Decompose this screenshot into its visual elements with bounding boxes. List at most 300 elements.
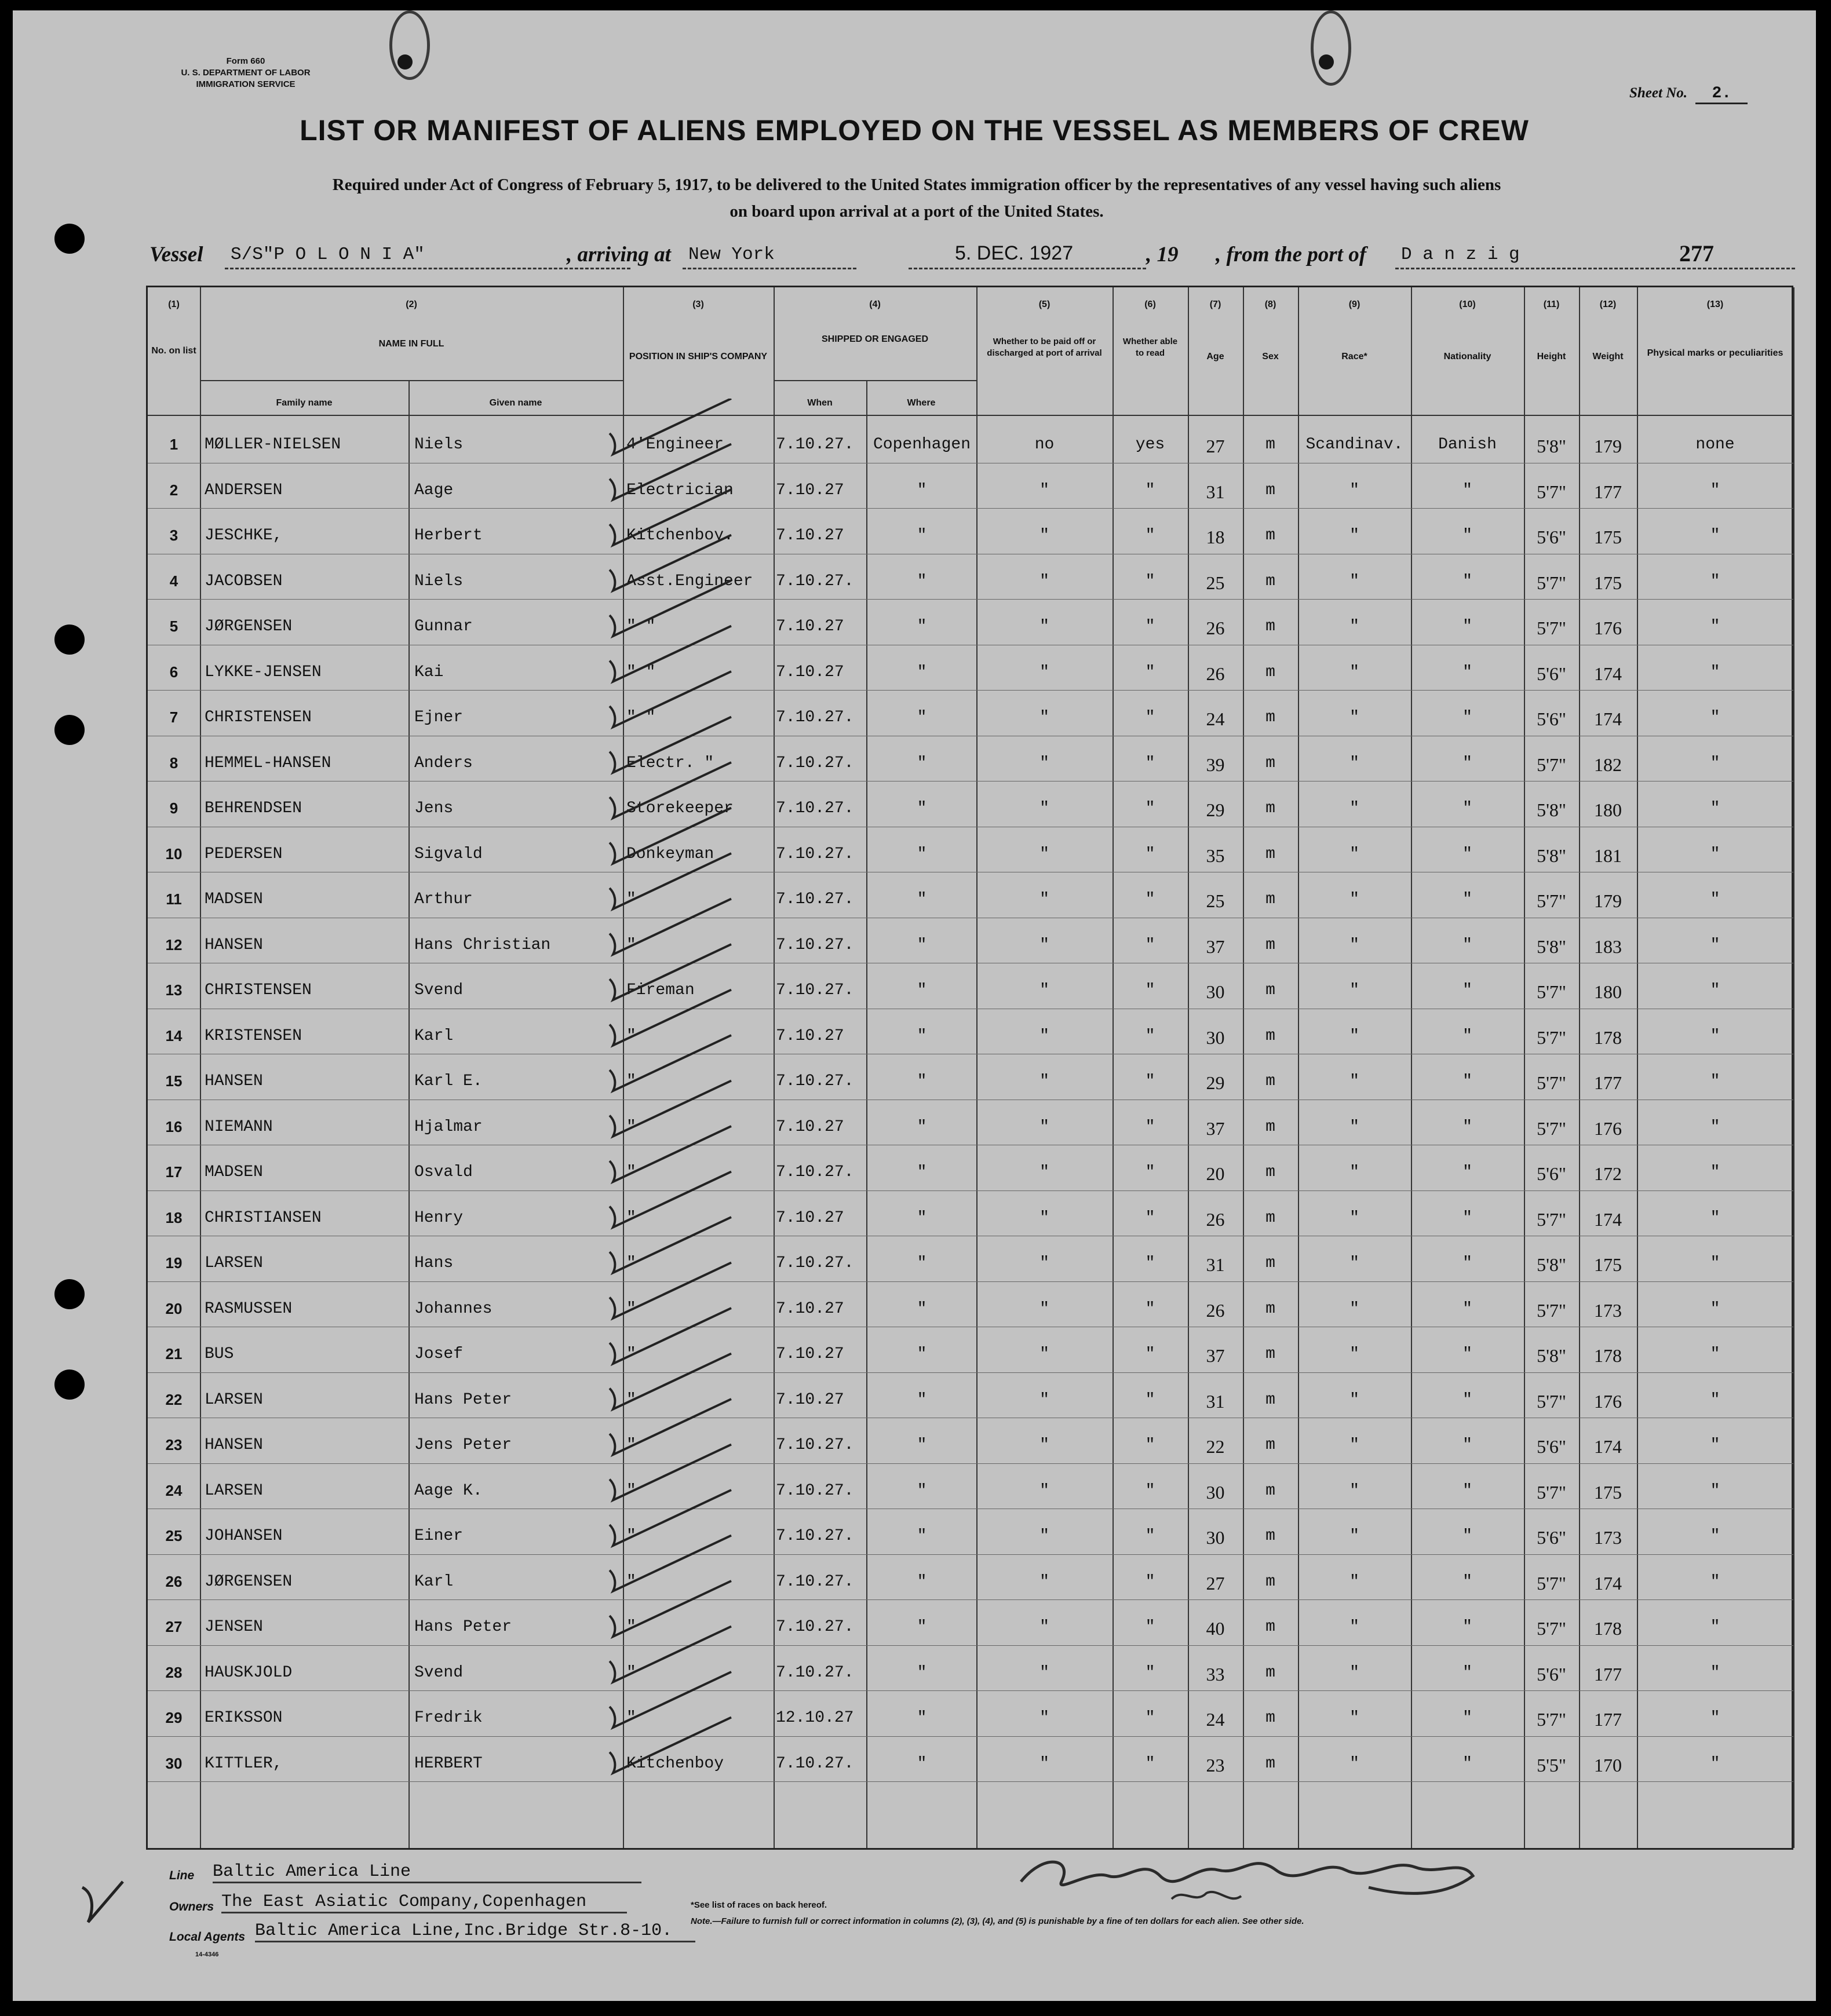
cell-where: " [917, 754, 927, 772]
column-number: (12) [1599, 300, 1617, 309]
cell-race: " [1349, 481, 1359, 499]
cell-nat: " [1462, 1754, 1472, 1773]
cell-when: 7.10.27. [776, 981, 854, 999]
cell-nat: " [1462, 1663, 1472, 1682]
cell-race: " [1349, 708, 1359, 726]
cell-no: 14 [165, 1027, 183, 1044]
department-name: U. S. DEPARTMENT OF LABOR [181, 68, 311, 78]
cell-where: " [917, 618, 927, 636]
cell-sex: m [1265, 481, 1275, 499]
column-divider [1113, 287, 1114, 1848]
cell-weight: 175 [1594, 527, 1622, 547]
cell-paid: " [1039, 890, 1049, 908]
cell-nat: " [1462, 754, 1472, 772]
cell-marks: " [1710, 1345, 1720, 1363]
cell-no: 28 [165, 1663, 183, 1681]
cell-family: HANSEN [205, 936, 263, 954]
cell-position: " " [626, 663, 656, 681]
cell-given: Kai [414, 663, 444, 681]
cell-where: " [917, 799, 927, 817]
cell-sex: m [1265, 1527, 1275, 1545]
cell-given: Hans Peter [414, 1618, 512, 1636]
cell-given: Ejner [414, 708, 464, 726]
cell-race: " [1349, 936, 1359, 954]
cell-height: 5'5" [1537, 1754, 1566, 1776]
line-value: Baltic America Line [213, 1862, 641, 1883]
cell-nat: " [1462, 527, 1472, 545]
cell-race: " [1349, 754, 1359, 772]
cell-height: 5'8" [1537, 436, 1566, 456]
cell-race: " [1349, 527, 1359, 545]
cell-sex: m [1265, 1618, 1275, 1636]
check-mark [610, 717, 731, 773]
cell-family: HEMMEL-HANSEN [205, 754, 331, 772]
cell-where: " [917, 845, 927, 863]
cell-no: 12 [165, 936, 183, 954]
cell-when: 7.10.27. [776, 708, 854, 726]
cell-family: LARSEN [205, 1254, 263, 1272]
cell-read: " [1145, 936, 1155, 954]
cell-no: 1 [169, 436, 178, 453]
cell-nat: " [1462, 981, 1472, 999]
check-mark [610, 1081, 731, 1137]
cell-when: 7.10.27 [776, 1027, 844, 1045]
cell-given: Osvald [414, 1163, 473, 1181]
cell-given: Aage K. [414, 1481, 483, 1500]
margin-check-mark [71, 1870, 140, 1934]
cell-where: " [917, 1663, 927, 1682]
cell-height: 5'7" [1537, 890, 1566, 911]
cell-sex: m [1265, 527, 1275, 545]
cell-race: " [1349, 1027, 1359, 1045]
cell-marks: " [1710, 1117, 1720, 1136]
column-header-able-to-read: Whether able to read [1122, 337, 1178, 358]
column-header-nationality: Nationality [1443, 352, 1491, 361]
cell-height: 5'7" [1537, 1618, 1566, 1639]
cell-paid: " [1039, 981, 1049, 999]
cell-when: 7.10.27. [776, 1754, 854, 1773]
cell-nat: " [1462, 618, 1472, 636]
cell-marks: " [1710, 1709, 1720, 1727]
cell-marks: " [1710, 527, 1720, 545]
column-header-position: POSITION IN SHIP'S COMPANY [629, 352, 768, 361]
cell-no: 19 [165, 1254, 183, 1272]
check-mark [610, 490, 731, 545]
row-divider [148, 690, 1793, 691]
arrival-date-stamp: 5. DEC. 1927 [955, 242, 1074, 264]
cell-weight: 174 [1594, 663, 1622, 684]
check-mark [610, 626, 731, 682]
header-subdivider [200, 380, 623, 381]
cell-position: Donkeyman [626, 845, 714, 863]
cell-age: 24 [1206, 1709, 1225, 1730]
cell-paid: " [1039, 618, 1049, 636]
check-mark [610, 1581, 731, 1637]
cell-weight: 178 [1594, 1027, 1622, 1048]
cell-paid: " [1039, 708, 1049, 726]
cell-age: 30 [1206, 1527, 1225, 1548]
cell-read: " [1145, 845, 1155, 863]
column-header-paid-off: Whether to be paid off or discharged at port of arrival [987, 337, 1102, 358]
column-divider [200, 287, 201, 1848]
cell-where: " [917, 1618, 927, 1636]
cell-position: " [626, 1572, 636, 1591]
cell-family: JENSEN [205, 1618, 263, 1636]
cell-where: " [917, 1163, 927, 1181]
punch-hole [54, 715, 85, 745]
cell-no: 15 [165, 1072, 183, 1090]
cell-when: 7.10.27. [776, 799, 854, 817]
column-header-no: No. on list [151, 346, 196, 356]
cell-nat: " [1462, 890, 1472, 908]
cell-age: 37 [1206, 1117, 1225, 1139]
cell-position: Electr. " [626, 754, 714, 772]
cell-sex: m [1265, 799, 1275, 817]
cell-no: 26 [165, 1572, 183, 1590]
cell-when: 7.10.27. [776, 1572, 854, 1591]
penalty-note: Note.—Failure to furnish full or correct information in columns (2), (3), (4), and (5) is punishable by a fine of ten dollars for each alien. See other side. [691, 1916, 1304, 1926]
cell-race: " [1349, 1208, 1359, 1227]
cell-family: MØLLER-NIELSEN [205, 436, 341, 454]
column-header-when: When [807, 398, 833, 408]
cell-weight: 181 [1594, 845, 1622, 866]
cell-race: " [1349, 1163, 1359, 1181]
cell-when: 7.10.27 [776, 481, 844, 499]
form-number: Form 660 [226, 56, 265, 66]
punch-hole [54, 624, 85, 655]
cell-given: Einer [414, 1527, 464, 1545]
cell-when: 7.10.27. [776, 845, 854, 863]
cell-read: " [1145, 1436, 1155, 1454]
cell-no: 23 [165, 1436, 183, 1453]
check-mark [610, 444, 731, 500]
cell-sex: m [1265, 663, 1275, 681]
binding-string [389, 10, 430, 80]
cell-marks: " [1710, 663, 1720, 681]
column-number: (3) [692, 300, 704, 309]
cell-race: " [1349, 1072, 1359, 1090]
cell-nat: Danish [1438, 436, 1497, 454]
cell-height: 5'8" [1537, 799, 1566, 820]
from-port-label: , from the port of [1216, 243, 1367, 266]
column-number: (2) [406, 300, 417, 309]
cell-nat: " [1462, 1254, 1472, 1272]
cell-given: Hans [414, 1254, 454, 1272]
cell-where: " [917, 1481, 927, 1500]
row-divider [148, 1281, 1793, 1282]
cell-height: 5'6" [1537, 663, 1566, 684]
cell-given: Niels [414, 436, 464, 454]
cell-paid: " [1039, 754, 1049, 772]
cell-nat: " [1462, 481, 1472, 499]
check-mark [610, 853, 731, 909]
cell-given: Karl [414, 1572, 454, 1591]
cell-where: Copenhagen [873, 436, 971, 454]
cell-given: Henry [414, 1208, 464, 1227]
cell-when: 12.10.27 [776, 1709, 854, 1727]
cell-paid: no [1034, 436, 1055, 454]
column-number: (9) [1348, 300, 1361, 309]
column-header-shipped: SHIPPED OR ENGAGED [821, 334, 929, 344]
cell-position: Storekeeper [626, 799, 734, 817]
cell-marks: " [1710, 799, 1720, 817]
check-mark [610, 1217, 731, 1273]
cell-family: JØRGENSEN [205, 618, 293, 636]
cell-height: 5'6" [1537, 1527, 1566, 1548]
cell-family: KITTLER, [205, 1754, 283, 1773]
column-divider [866, 380, 867, 1848]
cell-age: 31 [1206, 481, 1225, 502]
cell-height: 5'7" [1537, 754, 1566, 775]
cell-weight: 180 [1594, 799, 1622, 820]
cell-nat: " [1462, 708, 1472, 726]
cell-read: " [1145, 1572, 1155, 1591]
cell-when: 7.10.27. [776, 1663, 854, 1682]
row-divider [148, 1190, 1793, 1191]
cell-nat: " [1462, 1390, 1472, 1409]
cell-marks: " [1710, 845, 1720, 863]
cell-where: " [917, 890, 927, 908]
cell-race: " [1349, 1709, 1359, 1727]
cell-no: 25 [165, 1527, 183, 1544]
cell-where: " [917, 1390, 927, 1409]
cell-paid: " [1039, 1618, 1049, 1636]
date-underline [909, 268, 1146, 269]
form-identifier [153, 56, 338, 90]
cell-family: MADSEN [205, 1163, 263, 1181]
cell-read: " [1145, 1709, 1155, 1727]
cell-weight: 174 [1594, 1208, 1622, 1230]
cell-sex: m [1265, 845, 1275, 863]
cell-family: JACOBSEN [205, 572, 283, 590]
cell-sex: m [1265, 1208, 1275, 1227]
cell-height: 5'7" [1537, 1208, 1566, 1230]
cell-where: " [917, 1436, 927, 1454]
manifest-sheet [13, 10, 1816, 2001]
cell-age: 30 [1206, 1027, 1225, 1048]
cell-height: 5'8" [1537, 936, 1566, 957]
cell-position: " [626, 1527, 636, 1545]
cell-height: 5'6" [1537, 1436, 1566, 1457]
vessel-name-underline [225, 268, 630, 269]
cell-family: ERIKSSON [205, 1709, 283, 1727]
cell-given: Hjalmar [414, 1117, 483, 1136]
cell-sex: m [1265, 1572, 1275, 1591]
column-divider [408, 380, 410, 1848]
cell-nat: " [1462, 1208, 1472, 1227]
cell-marks: none [1695, 436, 1735, 454]
cell-height: 5'6" [1537, 527, 1566, 547]
header-subdivider [774, 380, 976, 381]
check-mark [610, 1399, 731, 1455]
cell-position: " [626, 1163, 636, 1181]
cell-age: 39 [1206, 754, 1225, 775]
column-divider [1579, 287, 1580, 1848]
cell-given: Niels [414, 572, 464, 590]
cell-when: 7.10.27 [776, 618, 844, 636]
cell-weight: 178 [1594, 1345, 1622, 1366]
cell-paid: " [1039, 1663, 1049, 1682]
cell-read: " [1145, 1208, 1155, 1227]
page-title: LIST OR MANIFEST OF ALIENS EMPLOYED ON THE VESSEL AS MEMBERS OF CREW [300, 114, 1529, 147]
cell-no: 22 [165, 1390, 183, 1408]
cell-given: Arthur [414, 890, 473, 908]
column-number: (6) [1144, 300, 1156, 309]
cell-position: " [626, 1208, 636, 1227]
cell-paid: " [1039, 1027, 1049, 1045]
cell-read: " [1145, 1663, 1155, 1682]
column-header-physical-marks: Physical marks or peculiarities [1647, 348, 1783, 358]
cell-given: Gunnar [414, 618, 473, 636]
cell-marks: " [1710, 481, 1720, 499]
cell-family: HANSEN [205, 1436, 263, 1454]
cell-race: " [1349, 1572, 1359, 1591]
cell-race: " [1349, 1299, 1359, 1318]
cell-position: " " [626, 708, 656, 726]
cell-age: 29 [1206, 1072, 1225, 1093]
cell-marks: " [1710, 890, 1720, 908]
cell-read: " [1145, 1481, 1155, 1500]
cell-where: " [917, 708, 927, 726]
cell-race: " [1349, 1117, 1359, 1136]
cell-weight: 177 [1594, 1709, 1622, 1730]
cell-marks: " [1710, 1527, 1720, 1545]
cell-position: Electrician [626, 481, 734, 499]
cell-paid: " [1039, 1436, 1049, 1454]
cell-height: 5'8" [1537, 1345, 1566, 1366]
cell-race: " [1349, 572, 1359, 590]
cell-family: ANDERSEN [205, 481, 283, 499]
cell-weight: 183 [1594, 936, 1622, 957]
cell-weight: 175 [1594, 1481, 1622, 1503]
column-divider [1793, 287, 1794, 1848]
cell-no: 11 [166, 890, 182, 908]
cell-paid: " [1039, 481, 1049, 499]
cell-height: 5'7" [1537, 1117, 1566, 1139]
cell-read: " [1145, 1163, 1155, 1181]
row-divider [148, 1372, 1793, 1373]
cell-no: 18 [165, 1208, 183, 1226]
year-label: , 19 [1146, 243, 1179, 266]
cell-age: 29 [1206, 799, 1225, 820]
cell-sex: m [1265, 708, 1275, 726]
cell-height: 5'6" [1537, 1663, 1566, 1685]
cell-age: 24 [1206, 708, 1225, 729]
cell-paid: " [1039, 527, 1049, 545]
cell-weight: 174 [1594, 1436, 1622, 1457]
cell-weight: 174 [1594, 1572, 1622, 1594]
cell-when: 7.10.27 [776, 1345, 844, 1363]
inspector-signature [1009, 1835, 1531, 1916]
cell-no: 3 [169, 527, 178, 544]
sheet-number-label: Sheet No. [1629, 85, 1687, 101]
column-header-height: Height [1537, 352, 1566, 361]
cell-race: " [1349, 1436, 1359, 1454]
cell-age: 25 [1206, 572, 1225, 593]
cell-race: " [1349, 845, 1359, 863]
cell-paid: " [1039, 1572, 1049, 1591]
cell-paid: " [1039, 799, 1049, 817]
cell-family: HANSEN [205, 1072, 263, 1090]
cell-age: 27 [1206, 1572, 1225, 1594]
column-number: (7) [1209, 300, 1221, 309]
cell-nat: " [1462, 663, 1472, 681]
check-mark [610, 944, 731, 1000]
column-divider [1524, 287, 1525, 1848]
cell-read: " [1145, 890, 1155, 908]
check-mark [610, 535, 731, 591]
check-mark [610, 1126, 731, 1182]
cell-family: CHRISTENSEN [205, 981, 312, 999]
cell-position: " [626, 1027, 636, 1045]
cell-read: " [1145, 708, 1155, 726]
cell-paid: " [1039, 1390, 1049, 1409]
form-code: 14-4346 [195, 1951, 219, 1958]
cell-position: " [626, 1618, 636, 1636]
cell-paid: " [1039, 1208, 1049, 1227]
row-divider [148, 508, 1793, 509]
check-mark [610, 1536, 731, 1591]
cell-when: 7.10.27 [776, 1208, 844, 1227]
cell-height: 5'7" [1537, 1299, 1566, 1321]
cell-given: Josef [414, 1345, 464, 1363]
cell-paid: " [1039, 845, 1049, 863]
cell-given: Sigvald [414, 845, 483, 863]
cell-marks: " [1710, 1299, 1720, 1318]
check-mark [610, 399, 731, 454]
cell-marks: " [1710, 936, 1720, 954]
check-mark [610, 1263, 731, 1319]
column-header-sex: Sex [1262, 352, 1279, 361]
cell-no: 10 [165, 845, 183, 863]
from-port-underline [1395, 268, 1795, 269]
cell-paid: " [1039, 1299, 1049, 1318]
cell-nat: " [1462, 1345, 1472, 1363]
cell-where: " [917, 1027, 927, 1045]
cell-marks: " [1710, 708, 1720, 726]
cell-nat: " [1462, 572, 1472, 590]
cell-age: 27 [1206, 436, 1225, 456]
cell-age: 26 [1206, 1299, 1225, 1321]
cell-where: " [917, 1299, 927, 1318]
cell-family: CHRISTIANSEN [205, 1208, 322, 1227]
cell-given: Herbert [414, 527, 483, 545]
check-mark [610, 1672, 731, 1728]
cell-sex: m [1265, 981, 1275, 999]
cell-position: Kitchenboy [626, 1754, 724, 1773]
cell-weight: 177 [1594, 1663, 1622, 1685]
cell-where: " [917, 1208, 927, 1227]
cell-family: NIEMANN [205, 1117, 273, 1136]
cell-paid: " [1039, 1254, 1049, 1272]
cell-marks: " [1710, 572, 1720, 590]
cell-marks: " [1710, 1572, 1720, 1591]
cell-position: " [626, 1072, 636, 1090]
check-mark [610, 1035, 731, 1091]
check-mark [610, 899, 731, 955]
cell-given: Jens Peter [414, 1436, 512, 1454]
cell-sex: m [1265, 1709, 1275, 1727]
cell-nat: " [1462, 799, 1472, 817]
check-mark [610, 1308, 731, 1364]
cell-where: " [917, 1754, 927, 1773]
cell-no: 2 [169, 481, 178, 499]
row-divider [148, 599, 1793, 600]
cell-when: 7.10.27. [776, 936, 854, 954]
cell-position: Kitchenboy. [626, 527, 734, 545]
page-number: 277 [1679, 240, 1714, 266]
cell-weight: 179 [1594, 436, 1622, 456]
